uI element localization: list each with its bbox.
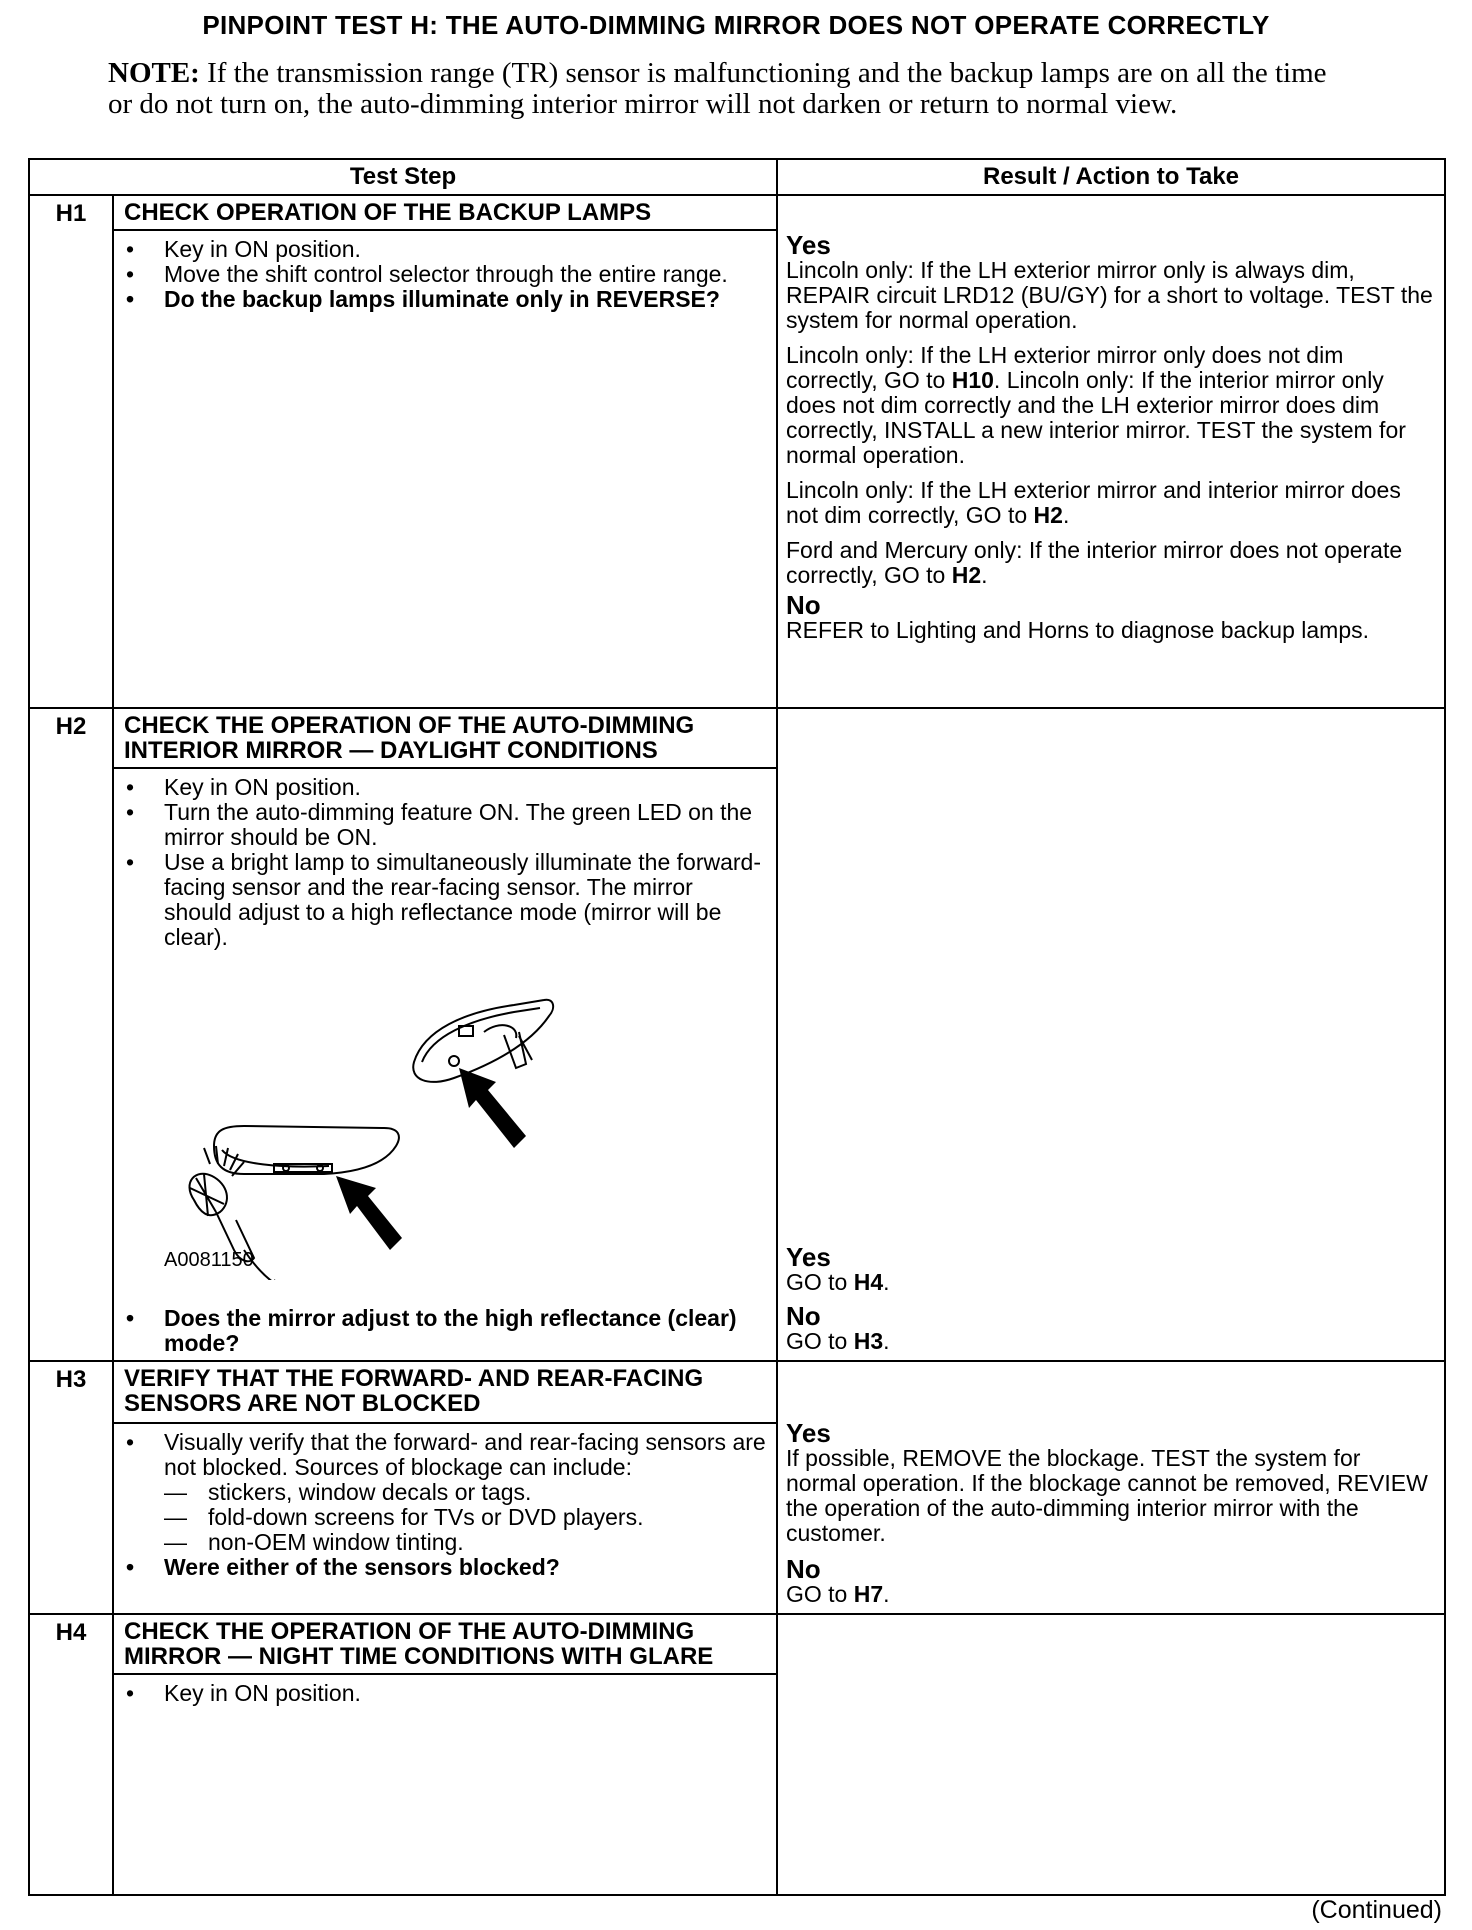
dash-item: — stickers, window decals or tags. (164, 1479, 532, 1506)
result-h2-yes: GO to H4. (786, 1269, 890, 1295)
note-text: If the transmission range (TR) sensor is malfunctioning and the backup lamps are on all the time or do not turn on, the auto-dimming interior mirror will not darken or return to normal view. (108, 57, 1327, 120)
bullet: • Move the shift control selector through the entire range. (124, 262, 766, 287)
step-id-h2: H2 (29, 708, 113, 1361)
dash-item: — fold-down screens for TVs or DVD players. (164, 1504, 644, 1531)
bullet: • Key in ON position. (124, 1681, 766, 1706)
auto-dimming-mirror-figure (124, 950, 764, 1280)
yes-label-h3: Yes (786, 1418, 831, 1448)
question-h1: • Do the backup lamps illuminate only in REVERSE? (124, 287, 766, 312)
result-h1-p1: Lincoln only: If the LH exterior mirror only is always dim, REPAIR circuit LRD12 (BU/GY) for a short to voltage. TEST the system for normal operation. (786, 257, 1433, 333)
step-id-h1: H1 (29, 195, 113, 708)
step-heading-h4: CHECK THE OPERATION OF THE AUTO-DIMMING MIRROR — NIGHT TIME CONDITIONS WITH GLARE (113, 1614, 777, 1674)
col-header-result: Result / Action to Take (777, 159, 1445, 195)
note (108, 58, 1338, 120)
step-heading-h2: CHECK THE OPERATION OF THE AUTO-DIMMING INTERIOR MIRROR — DAYLIGHT CONDITIONS (113, 708, 777, 768)
no-label-h2: No (786, 1301, 821, 1331)
col-header-test-step: Test Step (29, 159, 777, 195)
bullet: • Use a bright lamp to simultaneously illuminate the forward-facing sensor and the rear-facing sensor. The mirror should adjust to a high reflectance mode (mirror will be clear). (124, 850, 766, 950)
step-body-h1 (113, 230, 777, 708)
dash-item: — non-OEM window tinting. (164, 1529, 464, 1556)
no-label-h1: No (786, 590, 821, 620)
result-h1-p4: Ford and Mercury only: If the interior mirror does not operate correctly, GO to H2. (786, 537, 1403, 588)
question-h3: • Were either of the sensors blocked? (124, 1555, 766, 1580)
step-body-h4 (113, 1674, 777, 1895)
page-title: PINPOINT TEST H: THE AUTO-DIMMING MIRROR DOES NOT OPERATE CORRECTLY (202, 10, 1270, 40)
result-h1-p2: Lincoln only: If the LH exterior mirror only does not dim correctly, GO to H10. Lincoln only: If the interior mirror only does not dim correctly and the LH exterior mirror does dim correctly, INSTALL a new interior mirror. TEST the system for normal operation. (786, 342, 1406, 468)
no-label-h3: No (786, 1554, 821, 1584)
result-h1 (777, 195, 1445, 708)
note-label: NOTE: (108, 57, 200, 89)
result-h1-p3: Lincoln only: If the LH exterior mirror and interior mirror does not dim correctly, GO to H2. (786, 477, 1401, 528)
pinpoint-test-table (28, 158, 1446, 1896)
result-h2 (777, 708, 1445, 1361)
result-h3-yes: If possible, REMOVE the blockage. TEST the system for normal operation. If the blockage cannot be removed, REVIEW the operation of the auto-dimming interior mirror with the customer. (786, 1445, 1428, 1546)
figure-id: A0081150 (164, 1249, 254, 1271)
bullet: • Key in ON position. (124, 237, 766, 262)
question-h2: • Does the mirror adjust to the high reflectance (clear) mode? (124, 1306, 766, 1356)
mirror-illustration (124, 950, 766, 1310)
continued-label: (Continued) (1311, 1896, 1442, 1924)
step-body-h2 (113, 768, 777, 1361)
step-body-h3 (113, 1423, 777, 1614)
result-h3 (777, 1361, 1445, 1614)
result-h3-no: GO to H7. (786, 1581, 890, 1607)
result-h4 (777, 1614, 1445, 1895)
bullet: • Key in ON position. (124, 775, 766, 800)
yes-label-h1: Yes (786, 230, 831, 260)
bullet: • Visually verify that the forward- and rear-facing sensors are not blocked. Sources of blockage can include: (124, 1430, 766, 1480)
step-heading-h3: VERIFY THAT THE FORWARD- AND REAR-FACING SENSORS ARE NOT BLOCKED (113, 1361, 777, 1423)
yes-label-h2: Yes (786, 1242, 831, 1272)
step-heading-h1: CHECK OPERATION OF THE BACKUP LAMPS (113, 195, 777, 230)
result-h2-no: GO to H3. (786, 1328, 890, 1354)
result-h1-no: REFER to Lighting and Horns to diagnose backup lamps. (786, 617, 1369, 643)
step-id-h4: H4 (29, 1614, 113, 1895)
bullet: • Turn the auto-dimming feature ON. The green LED on the mirror should be ON. (124, 800, 766, 850)
step-id-h3: H3 (29, 1361, 113, 1614)
